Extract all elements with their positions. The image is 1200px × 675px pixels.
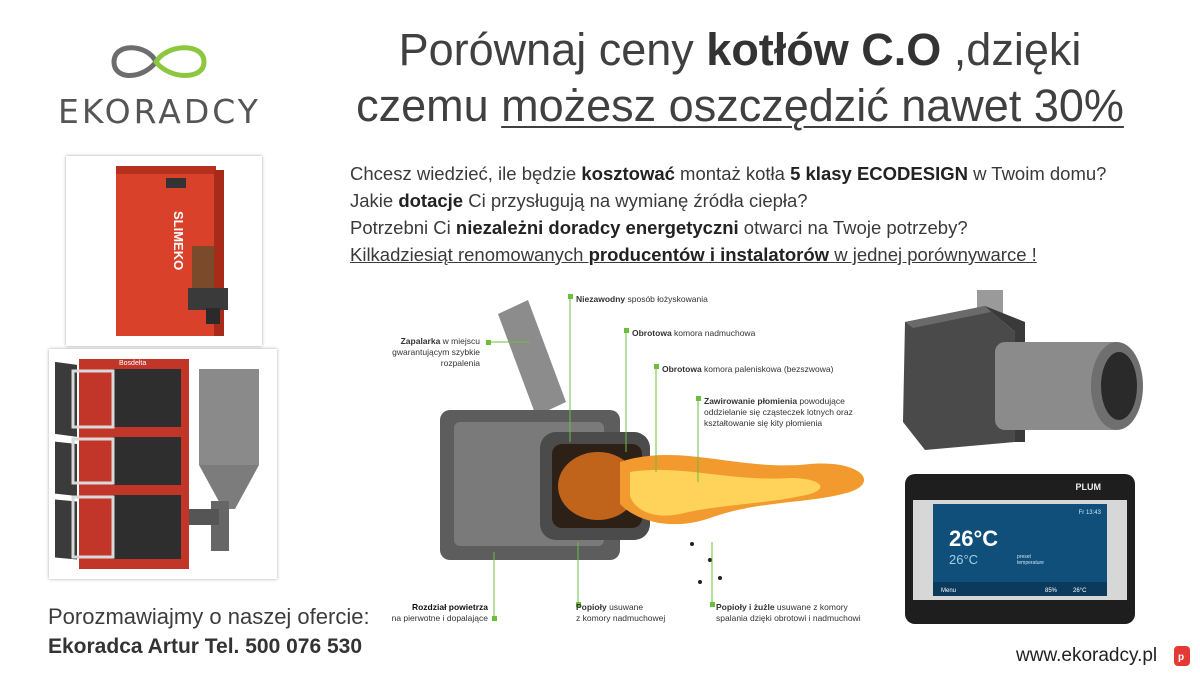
controller-image [905,474,1135,624]
callout-text: komora nadmuchowa [671,328,756,338]
intro-line [350,241,1180,268]
logo-text: EKORADCY [58,92,261,131]
boiler-photo-1 [66,156,262,346]
pellet-burner-photo [895,282,1155,462]
controller-preset-label: preset [1017,554,1031,560]
callout-ash-slag [716,602,849,612]
intro-text: Kilkadziesiąt renomowanych [350,244,589,265]
callout-bold: Obrotowa [662,364,702,374]
intro-line [350,214,1180,241]
intro-text: Ci przysługują na wymianę źródła ciepła? [463,190,808,211]
intro-bold: producentów i instalatorów [588,244,830,265]
callout-bearing [576,294,708,304]
callout-bold: Obrotowa [632,328,672,338]
boiler-photo-2 [49,349,277,579]
watermark-logo-icon [1160,644,1190,668]
controller-menu: Menu [941,588,957,594]
callout-text: spalania dzięki obrotowi i nadmuchowi [716,613,861,623]
callout-bold: Popioły i żużle [716,602,775,612]
headline-text: ,dzięki [941,24,1082,75]
controller-panel-photo [905,474,1135,624]
intro-bold: dotacje [398,190,464,211]
intro-text: montaż kotła [674,163,791,184]
callout-bold: Zawirowanie płomienia [704,396,798,406]
callout-text: z komory nadmuchowej [576,613,666,623]
controller-brand: PLUM [1075,482,1101,492]
boiler-brand-text: SLIMEKO [171,211,186,271]
callout-ash-blower [576,602,643,612]
logo-infinity-icon [108,36,210,88]
pellet-boiler-image [66,156,262,346]
headline-line-1 [300,22,1180,78]
controller-temp-main: 26°C [949,526,999,551]
callout-text: sposób łożyskowania [625,294,708,304]
intro-bold: kosztować [581,163,675,184]
controller-temp-sub: 26°C [949,552,979,567]
callout-text: kształtowanie się kity płomienia [704,418,823,428]
headline-line-2 [300,78,1180,134]
intro-text: Potrzebni Ci [350,217,456,238]
callout-text: rozpalenia [440,358,480,368]
intro-line [350,160,1180,187]
burner-cutaway-diagram [380,282,880,632]
boiler-with-hopper-image [49,349,277,579]
controller-time: Fr 13:43 [1078,510,1101,516]
intro-text: w jednej porównywarce ! [829,244,1037,265]
website-url[interactable]: www.ekoradcy.pl [1016,645,1158,666]
callout-text: oddzielanie się cząsteczek lotnych oraz [704,407,853,417]
headline [300,22,1180,134]
intro-text: Chcesz wiedzieć, ile będzie [350,163,582,184]
callout-text: powodujące [797,396,845,406]
callout-blower-chamber [632,328,756,338]
callout-igniter [401,336,481,346]
intro-paragraph [350,160,1180,268]
intro-bold: 5 klasy ECODESIGN [790,163,968,184]
callout-text: usuwane z komory [774,602,848,612]
headline-text: czemu [356,80,502,131]
headline-text: Porównaj ceny [398,24,707,75]
callout-text: gwarantującym szybkie [392,347,480,357]
callout-bold: Popioły [576,602,607,612]
callout-air-split: Rozdział powietrza [411,602,488,612]
intro-text: otwarci na Twoje potrzeby? [738,217,968,238]
callout-text: komora paleniskowa (bezszwowa) [701,364,834,374]
boiler-brand-text: Bosdelta [119,360,147,367]
callout-bold: Niezawodny [576,294,626,304]
callout-flame-swirl [704,396,845,406]
intro-text: w Twoim domu? [967,163,1107,184]
controller-preset-sub: temperature [1017,560,1044,566]
headline-underlined-text: możesz oszczędzić nawet 30% [501,80,1124,131]
callout-text: usuwane [606,602,644,612]
callout-text: w miejscu [440,336,480,346]
contact-phone: Ekoradca Artur Tel. 500 076 530 [48,635,363,658]
svg-text:p: p [1178,652,1185,663]
callout-bold: Zapalarka [400,336,441,346]
controller-percent: 85% [1045,588,1058,594]
headline-bold-text: kotłów C.O [706,24,942,75]
intro-text: Jakie [350,190,399,211]
intro-bold: niezależni doradcy energetyczni [455,217,739,238]
callout-text: na pierwotne i dopalające [391,613,488,623]
contact-invitation: Porozmawiajmy o naszej ofercie: [48,604,370,629]
callout-combustion-chamber [662,364,834,374]
controller-temp-small: 26°C [1073,588,1087,594]
intro-line [350,187,1180,214]
